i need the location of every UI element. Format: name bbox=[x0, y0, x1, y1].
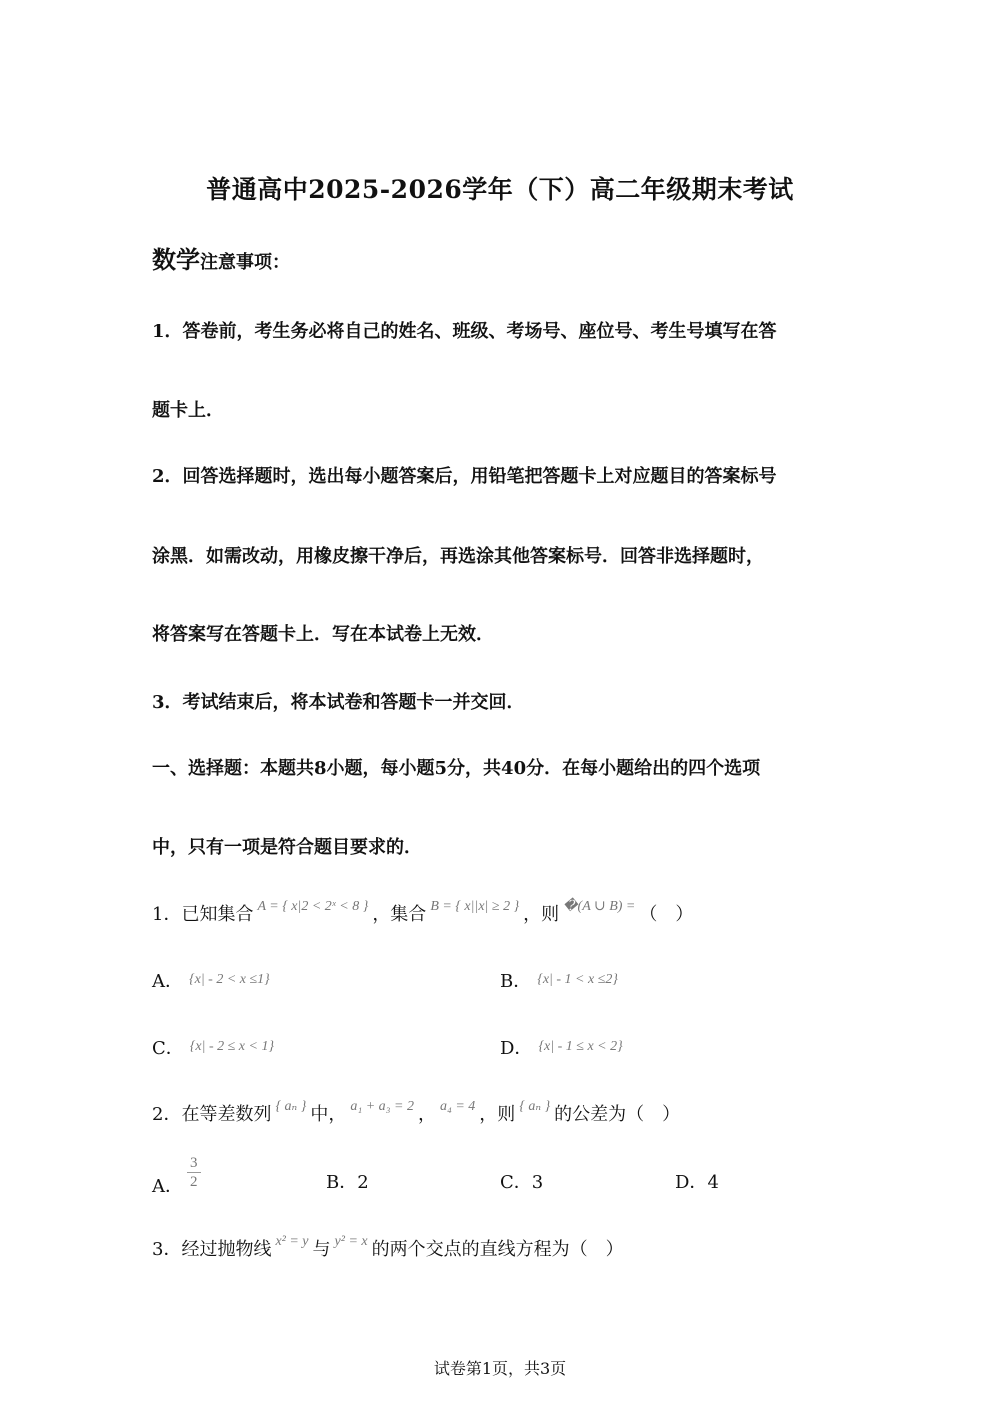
q3-curve-1: x² = y bbox=[275, 1234, 309, 1249]
q1-paren: （ ） bbox=[639, 904, 694, 925]
q3-curve-2: y² = x bbox=[334, 1234, 368, 1249]
q1-option-b bbox=[500, 967, 622, 993]
option-label: D． bbox=[500, 1038, 533, 1059]
fraction-numerator: 3 bbox=[187, 1154, 201, 1173]
q1-set-b: B = { x||x| ≥ 2 } bbox=[430, 899, 520, 914]
option-value: 4 bbox=[707, 1172, 719, 1193]
instruction-line: 2．回答选择题时，选出每小题答案后，用铅笔把答题卡上对应题目的答案标号 bbox=[152, 466, 777, 487]
question-3 bbox=[152, 1235, 624, 1261]
subject-heading bbox=[152, 240, 290, 275]
fraction-denominator: 2 bbox=[190, 1174, 198, 1190]
section-heading-line2: 中，只有一项是符合题目要求的． bbox=[152, 837, 422, 858]
option-label: C． bbox=[500, 1172, 532, 1193]
q2-mid: 中， bbox=[310, 1104, 347, 1125]
instruction-line: 题卡上． bbox=[152, 400, 224, 421]
option-math: {x| - 2 < x ≤1} bbox=[189, 972, 270, 987]
instruction-line: 3．考试结束后，将本试卷和答题卡一并交回． bbox=[152, 692, 525, 713]
q2-option-d bbox=[675, 1168, 719, 1194]
fraction bbox=[187, 1154, 201, 1191]
q1-option-c bbox=[152, 1034, 278, 1060]
section-heading-line1: 一、选择题：本题共8小题，每小题5分，共40分．在每小题给出的四个选项 bbox=[152, 758, 761, 779]
q1-complement-expr: �(A ∪ B) = bbox=[563, 899, 636, 914]
notice-label: 注意事项： bbox=[200, 252, 290, 273]
question-2 bbox=[152, 1100, 680, 1126]
instruction-line: 1．答卷前，考生务必将自己的姓名、班级、考场号、座位号、考生号填写在答 bbox=[152, 321, 777, 342]
q1-then: ，则 bbox=[523, 904, 560, 925]
option-label: A． bbox=[152, 971, 183, 992]
option-label: A． bbox=[152, 1175, 183, 1197]
option-value: 3 bbox=[531, 1172, 544, 1193]
option-math: {x| - 1 < x ≤2} bbox=[537, 972, 619, 987]
question-1 bbox=[152, 900, 693, 926]
subject-name: 数学 bbox=[152, 245, 200, 274]
option-label: D． bbox=[675, 1172, 708, 1193]
q1-mid: ，集合 bbox=[372, 904, 427, 925]
q1-option-a bbox=[152, 967, 274, 993]
option-label: C． bbox=[152, 1038, 184, 1059]
q1-set-a: A = { x|2 < 2ˣ < 8 } bbox=[257, 899, 369, 914]
instruction-line: 涂黑．如需改动，用橡皮擦干净后，再选涂其他答案标号．回答非选择题时， bbox=[152, 546, 764, 567]
option-math: {x| - 2 ≤ x < 1} bbox=[189, 1039, 275, 1054]
page-footer: 试卷第1页，共3页 bbox=[433, 1359, 567, 1378]
option-math: {x| - 1 ≤ x < 2} bbox=[538, 1039, 623, 1054]
option-label: B． bbox=[326, 1172, 358, 1193]
q2-condition-2: a₄ = 4 bbox=[439, 1099, 476, 1114]
q2-option-c bbox=[500, 1168, 543, 1194]
q1-option-d bbox=[500, 1034, 627, 1060]
q2-sequence: { aₙ } bbox=[275, 1099, 307, 1114]
q2-then: ，则 bbox=[479, 1104, 516, 1125]
q2-comma: ， bbox=[417, 1104, 436, 1125]
option-label: B． bbox=[500, 971, 532, 992]
q3-prefix: 3．经过抛物线 bbox=[152, 1239, 272, 1260]
exam-title: 普通高中2025-2026学年（下）高二年级期末考试 bbox=[206, 175, 794, 204]
q2-option-a bbox=[152, 1155, 201, 1197]
instruction-line: 将答案写在答题卡上．写在本试卷上无效． bbox=[152, 624, 494, 645]
q2-condition-1: a₁ + a₃ = 2 bbox=[350, 1099, 414, 1114]
q1-prefix: 1．已知集合 bbox=[152, 904, 254, 925]
q3-suffix: 的两个交点的直线方程为（ ） bbox=[371, 1239, 624, 1260]
option-value: 2 bbox=[357, 1172, 369, 1193]
q2-prefix: 2．在等差数列 bbox=[152, 1104, 272, 1125]
q2-suffix: 的公差为（ ） bbox=[554, 1104, 681, 1125]
q3-conj: 与 bbox=[312, 1239, 331, 1260]
q2-sequence-2: { aₙ } bbox=[519, 1099, 551, 1114]
q2-option-b bbox=[326, 1168, 369, 1194]
